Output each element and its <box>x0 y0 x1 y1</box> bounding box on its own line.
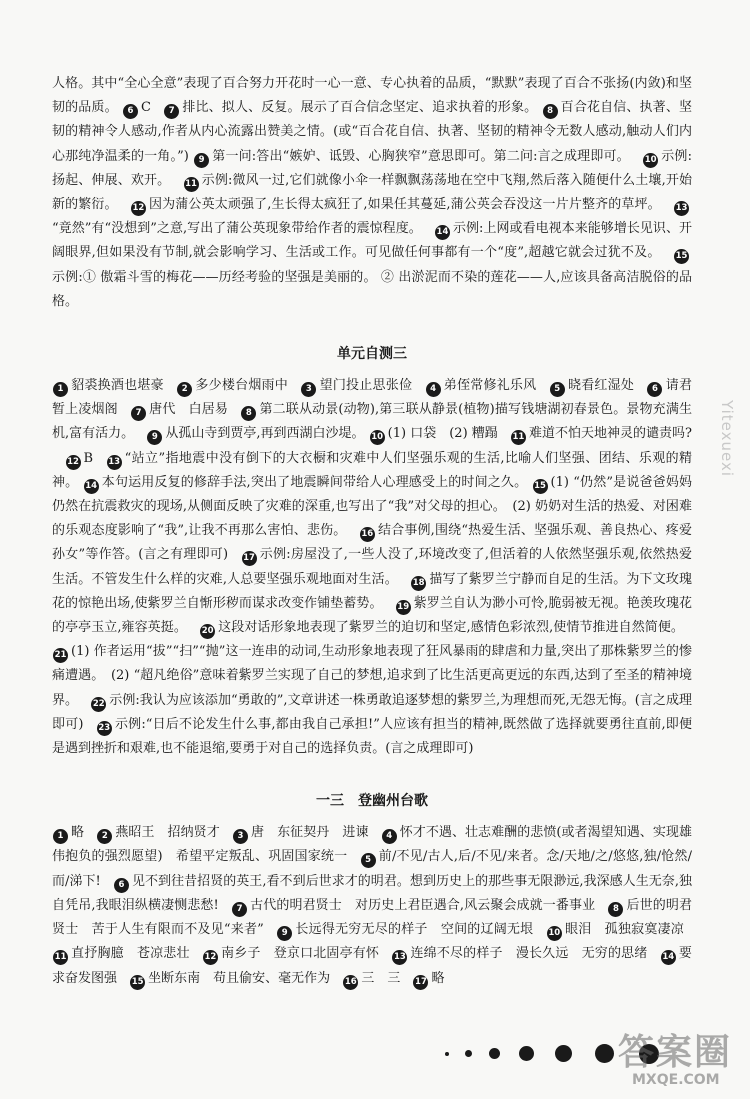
answer-text: 古代的明君贤士 对历史上君臣遇合,风云聚会成就一番事业 <box>250 897 596 913</box>
answer-text: 第二联从动景(动物),第三联从静景(植物)描写钱塘湖初春景色。景物充满生机,富有活力。 <box>52 402 692 442</box>
circled-number-5: 5 <box>361 853 376 868</box>
circled-number-11: 11 <box>53 950 68 965</box>
circled-number-10: 10 <box>547 926 562 941</box>
circled-number-11: 11 <box>184 177 199 192</box>
answer-text: 唐 东征契丹 进谏 <box>250 825 369 841</box>
answer-text: 眼泪 孤独寂寞凄凉 <box>564 922 684 938</box>
answer-text: 弟侄常修礼乐风 <box>443 378 537 394</box>
circled-number-22: 22 <box>91 697 106 712</box>
circled-number-14: 14 <box>435 225 450 240</box>
circled-number-5: 5 <box>550 382 565 397</box>
answer-text: 示例:“日后不论发生什么事,都由我自己承担!”人应该有担当的精神,既然做了选择就要勇往直前,即便是遇到挫折和艰难,也不能退缩,要勇于对自己的选择负责。(言之成理即可) <box>52 716 692 757</box>
answer-text: B <box>83 450 94 466</box>
answer-text: 直抒胸臆 苍凉悲壮 <box>71 946 190 962</box>
answer-text: 略 <box>431 970 445 986</box>
circled-number-15: 15 <box>130 975 145 990</box>
circled-number-13: 13 <box>107 455 122 470</box>
answer-text: 后世的明君贤士 苦于人生有限而不及见“来者” <box>52 897 692 938</box>
unit-test-3-answers <box>52 374 692 761</box>
answer-text: 望门投止思张俭 <box>319 378 413 394</box>
circled-number-20: 20 <box>200 624 215 639</box>
answer-text: 前/不见/古人,后/不见/来者。念/天地/之/悠悠,独/怆然/而/涕下! <box>52 849 692 889</box>
answer-text: 晓看红湿处 <box>567 378 635 394</box>
answer-text: C <box>141 100 151 116</box>
circled-number-10: 10 <box>370 430 385 445</box>
answer-text: 因为蒲公英太顽强了,生长得太疯狂了,如果任其蔓延,蒲公英会吞没这一片片整齐的草坪。 <box>148 197 661 213</box>
circled-number-23: 23 <box>97 721 112 736</box>
section-title-unit-test-3: 单元自测三 <box>337 346 407 363</box>
circled-number-13: 13 <box>392 950 407 965</box>
answer-text: 人格。其中“全心全意”表现了百合努力开花时一心一意、专心执着的品质，“默默”表现了百合不张扬(内敛)和坚韧的品质。 <box>52 76 692 116</box>
circled-number-4: 4 <box>426 382 441 397</box>
circled-number-15: 15 <box>674 249 689 264</box>
lesson-13-answers <box>52 821 692 990</box>
circled-number-12: 12 <box>203 950 218 965</box>
answer-text: “站立”指地震中没有倒下的大衣橱和灾难中人们坚强乐观的生活,比喻人们坚强、团结、乐观的精神。 <box>52 450 692 490</box>
answer-text: 示例:上网或看电视本来能够增长见识、开阔眼界,但如果没有节制,就会影响学习、生活或工作。可见做任何事都有一个“度”,超越它就会过犹不及。 <box>52 221 692 261</box>
circled-number-11: 11 <box>511 430 526 445</box>
circled-number-1: 1 <box>53 382 68 397</box>
answer-text: 坐断东南 苟且偷安、毫无作为 <box>148 970 331 986</box>
circled-number-2: 2 <box>177 382 192 397</box>
watermark-text: 答案圈 <box>618 1032 733 1073</box>
answer-text: 示例:① 傲霜斗雪的梅花——历经考验的坚强是美丽的。 ② 出淤泥而不染的莲花——人,应该具备高洁脱俗的品格。 <box>52 269 692 309</box>
answer-page <box>52 72 692 991</box>
dot <box>445 1052 449 1056</box>
answer-text: 南乡子 登京口北固亭有怀 <box>220 946 380 962</box>
circled-number-14: 14 <box>84 479 99 494</box>
answer-text: 第一问:答出“嫉妒、诋毁、心胸狭窄”意思即可。第二问:言之成理即可。 <box>212 148 630 164</box>
answer-text: 示例:我认为应该添加“勇敢的”,文章讲述一株勇敢追逐梦想的紫罗兰,为理想而死,无怨无悔。(言之成理即可) <box>52 692 692 732</box>
answer-text: 示例:微风一过,它们就像小伞一样飘飘荡荡地在空中飞翔,然后落入随便什么土壤,开始新的繁衍。 <box>52 172 692 213</box>
watermark-url: MXQE.COM <box>632 1072 720 1088</box>
circled-number-13: 13 <box>674 201 689 216</box>
answer-text: 难道不怕天地神灵的谴责吗? <box>528 426 692 442</box>
answer-text: 从孤山寺到贾亭,再到西湖白沙堤。 <box>165 426 365 442</box>
circled-number-3: 3 <box>233 829 248 844</box>
answer-text: 请君暂上凌烟阁 <box>52 378 692 418</box>
answer-text: 结合事例,围绕“热爱生活、坚强乐观、善良热心、疼爱孙女”等作答。(言之有理即可) <box>52 523 692 563</box>
answer-text: 长远得无穷无尽的样子 空间的辽阔无垠 <box>295 922 534 938</box>
answer-text: “竟然”有“没想到”之意,写出了蒲公英现象带给作者的震惊程度。 <box>52 221 422 237</box>
answer-text: 排比、拟人、反复。展示了百合信念坚定、追求执着的形象。 <box>182 100 538 116</box>
dot <box>519 1046 534 1061</box>
circled-number-19: 19 <box>396 600 411 615</box>
answer-text: 连绵不尽的样子 漫长久远 无穷的思绪 <box>410 946 648 962</box>
dot <box>489 1048 500 1059</box>
circled-number-14: 14 <box>661 950 676 965</box>
side-watermark: Yitexuexi <box>718 400 736 478</box>
answer-text: 三 三 <box>361 970 401 986</box>
circled-number-1: 1 <box>53 829 68 844</box>
circled-number-8: 8 <box>608 902 623 917</box>
answer-text: 唐代 白居易 <box>149 402 229 418</box>
answer-text: (1) “仍然”是说爸爸妈妈仍然在抗震救灾的现场,从侧面反映了灾难的深重,也写出了“我”对父母的担心。 (2) 奶奶对生活的热爱、对困难的乐观态度影响了“我”,让我不再那么害怕、悲伤。 <box>52 474 692 539</box>
answer-text: 貂裘换酒也堪豪 <box>71 378 164 394</box>
answer-text: 怀才不遇、壮志难酬的悲愤(或者渴望知遇、实现雄伟抱负的强烈愿望) 希望平定叛乱、巩固国家统一 <box>52 825 692 865</box>
circled-number-8: 8 <box>543 104 558 119</box>
circled-number-12: 12 <box>131 201 146 216</box>
circled-number-10: 10 <box>643 153 658 168</box>
answer-text: 百合花自信、执著、坚韧的精神令人感动,作者从内心流露出赞美之情。(或“百合花自信、执著、坚韧的精神令无数人感动,触动人们内心那纯净温柔的一角。”) <box>52 100 692 164</box>
answer-text: 示例:扬起、伸展、欢开。 <box>52 148 692 188</box>
dot <box>555 1045 572 1062</box>
circled-number-17: 17 <box>413 975 428 990</box>
circled-number-7: 7 <box>164 104 179 119</box>
circled-number-17: 17 <box>242 551 257 566</box>
circled-number-8: 8 <box>241 406 256 421</box>
circled-number-21: 21 <box>53 648 68 663</box>
answer-text: 描写了紫罗兰宁静而自足的生活。为下文玫瑰花的惊艳出场,使紫罗兰自惭形秽而谋求改变作铺垫蓄势。 <box>52 571 692 611</box>
circled-number-9: 9 <box>277 926 292 941</box>
circled-number-16: 16 <box>360 527 375 542</box>
circled-number-6: 6 <box>647 382 662 397</box>
answer-text: (1) 口袋 (2) 糟蹋 <box>387 426 498 442</box>
answer-text: 燕昭王 招纳贤才 <box>115 825 220 841</box>
circled-number-6: 6 <box>123 104 138 119</box>
answer-text: 略 <box>71 825 85 841</box>
dot <box>465 1050 472 1057</box>
circled-number-18: 18 <box>411 576 426 591</box>
circled-number-12: 12 <box>66 455 81 470</box>
circled-number-7: 7 <box>131 406 146 421</box>
answer-text: 这段对话形象地表现了紫罗兰的迫切和坚定,感情色彩浓烈,使情节推进自然简便。 <box>218 620 684 636</box>
section-title-lesson-13: 一三 登幽州台歌 <box>316 793 428 810</box>
answer-text: 要求奋发图强 <box>52 946 692 986</box>
circled-number-4: 4 <box>382 829 397 844</box>
answer-text: 见不到往昔招贤的英王,看不到后世求才的明君。想到历史上的那些事无限渺远,我深感人生无奈,独自凭吊,我眼泪纵横凄恻悲愁! <box>52 873 692 913</box>
answer-text: 本句运用反复的修辞手法,突出了地震瞬间带给人心理感受上的时间之久。 <box>101 474 528 490</box>
watermark-logo <box>600 1020 750 1095</box>
answer-text: 紫罗兰自认为渺小可怜,脆弱被无视。艳羡玫瑰花的亭亭玉立,雍容英挺。 <box>52 595 692 636</box>
answers-continued <box>52 72 692 314</box>
circled-number-15: 15 <box>533 479 548 494</box>
circled-number-7: 7 <box>232 902 247 917</box>
circled-number-9: 9 <box>147 430 162 445</box>
answer-text: (1) 作者运用“拔”“扫”“抛”这一连串的动词,生动形象地表现了狂风暴雨的肆虐和力量,突出了那株紫罗兰的惨痛遭遇。 (2) “超凡绝俗”意味着紫罗兰实现了自己的梦想,追求到了比生活更高更远的东西,达到了至圣的精神境界。 <box>52 644 692 708</box>
circled-number-9: 9 <box>194 153 209 168</box>
answer-text: 多少楼台烟雨中 <box>195 378 289 394</box>
answer-text: 示例:房屋没了,一些人没了,环境改变了,但活着的人依然坚强乐观,依然热爱生活。不管发生什么样的灾难,人总要坚强乐观地面对生活。 <box>52 547 692 587</box>
circled-number-16: 16 <box>343 975 358 990</box>
circled-number-3: 3 <box>301 382 316 397</box>
circled-number-2: 2 <box>97 829 112 844</box>
circled-number-6: 6 <box>114 878 129 893</box>
